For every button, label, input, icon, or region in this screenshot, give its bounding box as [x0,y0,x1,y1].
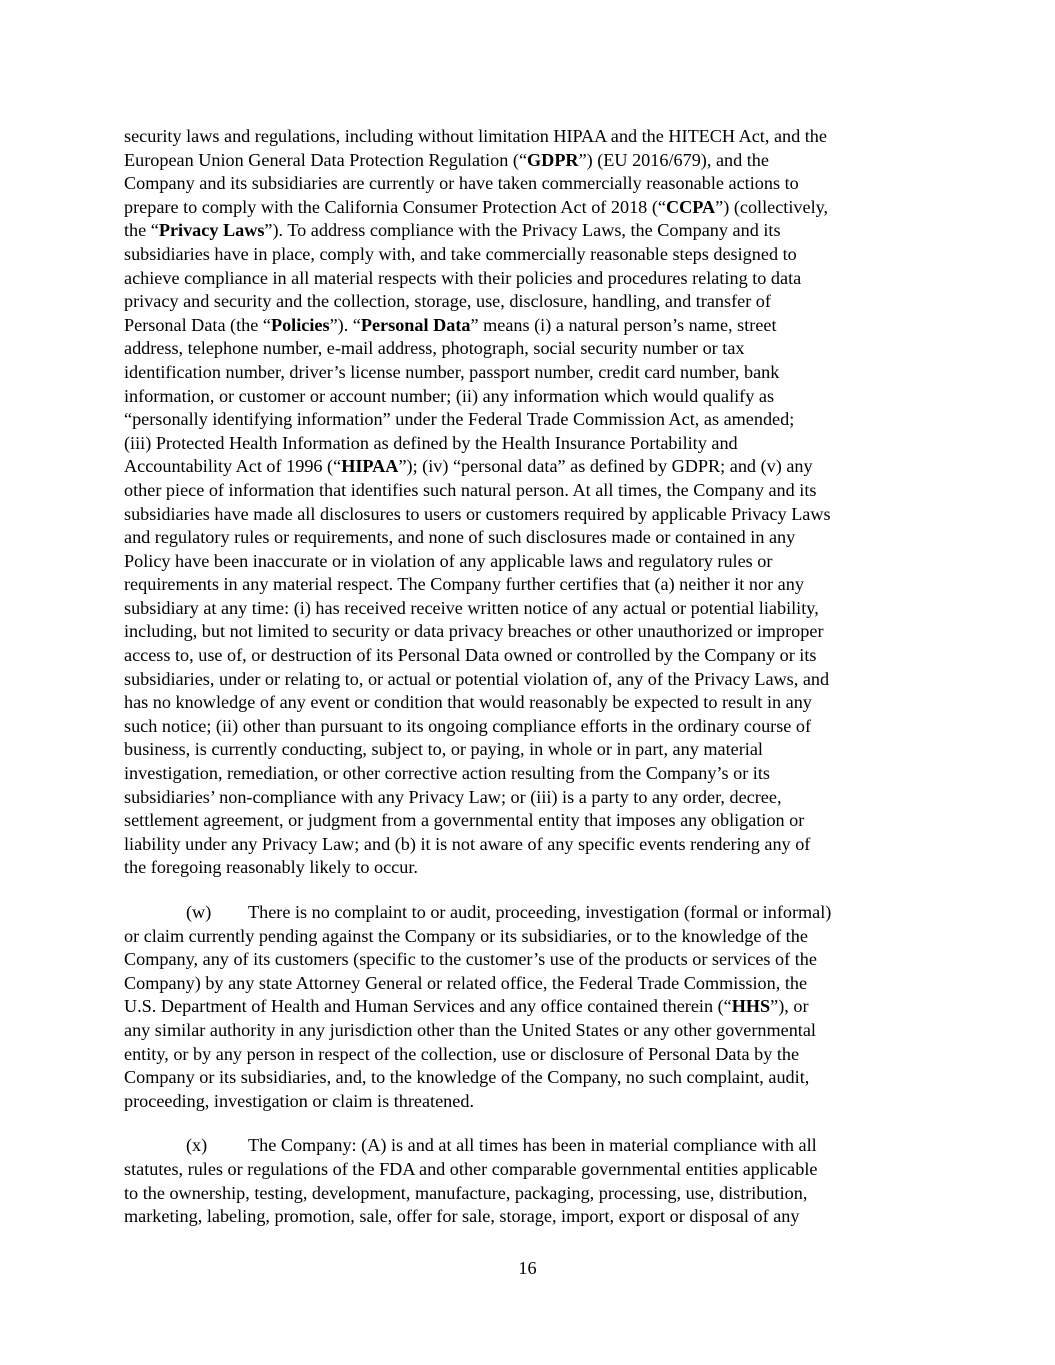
text-run: subsidiaries, under or relating to, or actual or potential violation of, any of the Privacy Laws, and [124,668,830,689]
text-line [124,809,932,833]
text-line [124,644,932,668]
text-run: ” means (i) a natural person’s name, street [470,314,777,335]
text-line [124,550,932,574]
text-line [124,1043,932,1067]
paragraph [124,125,932,880]
text-line [124,762,932,786]
text-line [124,503,932,527]
text-line [124,267,932,291]
text-line [124,972,932,996]
text-run: settlement agreement, or judgment from a governmental entity that imposes any obligation or [124,810,805,831]
text-line [124,833,932,857]
text-line [124,196,932,220]
text-run: Policy have been inaccurate or in violation of any applicable laws and regulatory rules or [124,550,773,571]
text-run: subsidiaries have in place, comply with, and take commercially reasonable steps designed to [124,243,797,264]
text-run: security laws and regulations, including without limitation HIPAA and the HITECH Act, and the [124,126,827,146]
text-run: liability under any Privacy Law; and (b) it is not aware of any specific events rendering any of [124,833,811,854]
text-line [124,901,932,925]
text-run: investigation, remediation, or other corrective action resulting from the Company’s or its [124,763,770,784]
text-line [124,125,932,149]
text-line [124,361,932,385]
text-run: There is no complaint to or audit, proceeding, investigation (formal or informal) [248,902,832,922]
text-run: Company or its subsidiaries, and, to the knowledge of the Company, no such complaint, audit, [124,1067,810,1088]
paragraph-x [124,1134,932,1228]
text-run: other piece of information that identifies such natural person. At all times, the Company and its [124,479,817,500]
text-run: to the ownership, testing, development, manufacture, packaging, processing, use, distribution, [124,1182,808,1203]
text-run: has no knowledge of any event or condition that would reasonably be expected to result in any [124,692,812,713]
text-run: subsidiaries’ non-compliance with any Privacy Law; or (iii) is a party to any order, decree, [124,786,782,807]
text-run: ”) (EU 2016/679), and the [578,149,769,170]
defined-term: HIPAA [341,456,399,477]
text-line [124,1090,932,1114]
text-run: address, telephone number, e-mail address, photograph, social security number or tax [124,338,745,359]
text-line [124,1134,932,1158]
text-run: requirements in any material respect. The Company further certifies that (a) neither it nor any [124,574,804,595]
text-line [124,1205,932,1229]
text-run: subsidiary at any time: (i) has received receive written notice of any actual or potential liability, [124,597,819,618]
text-run: ”), or [770,996,809,1017]
text-line [124,573,932,597]
text-run: Company and its subsidiaries are currently or have taken commercially reasonable actions to [124,173,799,194]
text-line [124,856,932,880]
text-run: and regulatory rules or requirements, and none of such disclosures made or contained in any [124,527,796,548]
defined-term: CCPA [665,196,716,217]
text-run: identification number, driver’s license number, passport number, credit card number, bank [124,361,780,382]
text-run: including, but not limited to security or data privacy breaches or other unauthorized or improper [124,621,824,642]
text-line [124,479,932,503]
text-run: The Company: (A) is and at all times has been in material compliance with all [248,1135,817,1156]
text-line [124,149,932,173]
paragraph-label: (w) [186,902,212,922]
text-line [124,995,932,1019]
text-line [124,455,932,479]
text-run: subsidiaries have made all disclosures to users or customers required by applicable Privacy Laws [124,503,831,524]
text-run: information, or customer or account number; (ii) any information which would qualify as [124,385,775,406]
text-run: proceeding, investigation or claim is threatened. [124,1090,474,1111]
page-number: 16 [518,1258,537,1278]
text-line [124,314,932,338]
document-body [124,125,932,1229]
defined-term: GDPR [527,149,579,170]
text-run: such notice; (ii) other than pursuant to its ongoing compliance efforts in the ordinary course of [124,715,812,736]
text-run: Company) by any state Attorney General or related office, the Federal Trade Commission, the [124,972,808,993]
text-run: entity, or by any person in respect of the collection, use or disclosure of Personal Data by the [124,1043,800,1064]
text-run: European Union General Data Protection Regulation (“ [124,149,528,170]
text-line [124,172,932,196]
text-line [124,219,932,243]
text-run: prepare to comply with the California Consumer Protection Act of 2018 (“ [124,196,666,217]
text-run: or claim currently pending against the Company or its subsidiaries, or to the knowledge of the [124,925,808,946]
text-line [124,925,932,949]
text-run: access to, use of, or destruction of its Personal Data owned or controlled by the Company or its [124,645,817,666]
text-line [124,948,932,972]
text-line [124,243,932,267]
text-run: Personal Data (the “ [124,314,271,335]
text-run: Accountability Act of 1996 (“ [124,456,342,477]
text-run: business, is currently conducting, subject to, or paying, in whole or in part, any material [124,739,763,760]
text-line [124,526,932,550]
text-line [124,290,932,314]
text-line [124,786,932,810]
text-run: ”). “ [329,314,361,335]
text-run: “personally identifying information” under the Federal Trade Commission Act, as amended; [124,409,795,430]
paragraph-w [124,901,932,1113]
text-run: ”) (collectively, [715,196,829,217]
text-run: statutes, rules or regulations of the FDA and other comparable governmental entities applicable [124,1158,818,1179]
text-line [124,1182,932,1206]
text-run: ”). To address compliance with the Privacy Laws, the Company and its [264,220,781,241]
defined-term: HHS [731,996,771,1017]
text-run: the foregoing reasonably likely to occur. [124,857,418,878]
text-line [124,668,932,692]
text-run: achieve compliance in all material respects with their policies and procedures relating to data [124,267,802,288]
text-run: any similar authority in any jurisdiction other than the United States or any other governmental [124,1019,816,1040]
text-line [124,597,932,621]
text-run: U.S. Department of Health and Human Services and any office contained therein (“ [124,996,732,1017]
text-line [124,1158,932,1182]
defined-term: Personal Data [360,314,471,335]
text-run: privacy and security and the collection, storage, use, disclosure, handling, and transfer of [124,291,771,312]
text-line [124,691,932,715]
text-line [124,1019,932,1043]
text-line [124,738,932,762]
text-line [124,337,932,361]
defined-term: Privacy Laws [158,220,265,241]
text-line [124,385,932,409]
text-line [124,432,932,456]
text-run: ”); (iv) “personal data” as defined by GDPR; and (v) any [398,456,813,477]
text-run: marketing, labeling, promotion, sale, offer for sale, storage, import, export or disposal of any [124,1206,800,1227]
text-line [124,620,932,644]
text-run: Company, any of its customers (specific to the customer’s use of the products or services of the [124,949,817,970]
text-line [124,1066,932,1090]
paragraph-label: (x) [186,1135,208,1156]
text-line [124,408,932,432]
text-run: the “ [124,220,159,241]
text-run: (iii) Protected Health Information as defined by the Health Insurance Portability and [124,432,738,453]
defined-term: Policies [270,314,330,335]
text-line [124,715,932,739]
